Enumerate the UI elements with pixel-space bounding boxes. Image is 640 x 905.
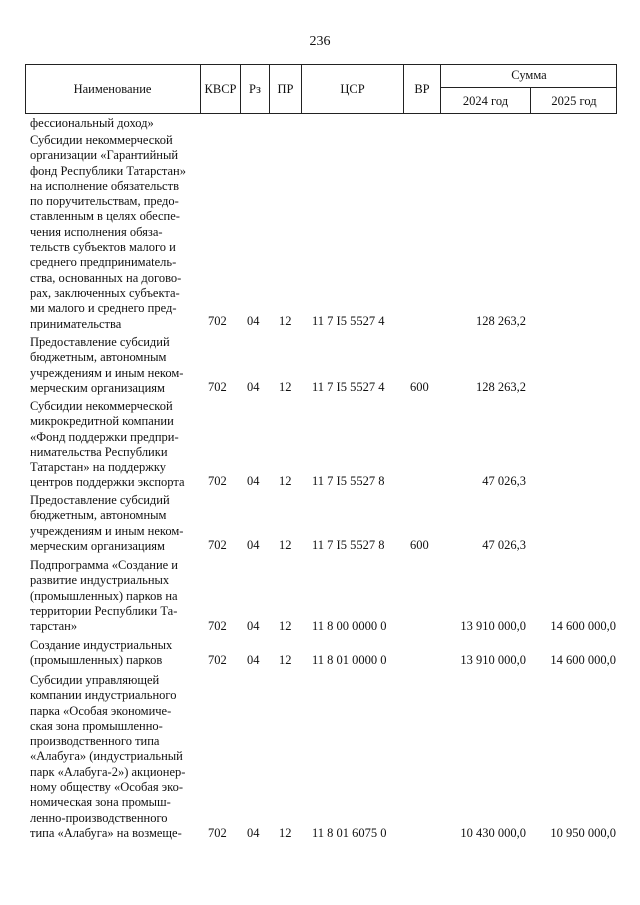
cell-rz: 04 (247, 538, 260, 552)
cell-sum-2024: 47 026,3 (482, 474, 526, 488)
cell-csr: 11 8 01 0000 0 (312, 653, 387, 667)
table-row (25, 638, 625, 668)
cell-csr: 11 8 01 6075 0 (312, 826, 387, 840)
cell-kvsr: 702 (208, 380, 227, 394)
table-row (25, 399, 625, 489)
header-csr: ЦСР (301, 64, 403, 114)
cell-sum-2025: 10 950 000,0 (550, 826, 616, 840)
row-name: Предоставление субсидий бюджетным, автономным учреждениям и иным неком- мерческим организациям (30, 335, 184, 395)
cell-csr: 11 7 I5 5527 8 (312, 538, 385, 552)
header-sum: Сумма (440, 64, 617, 87)
table-row (25, 493, 625, 553)
row-name: Предоставление субсидий бюджетным, автономным учреждениям и иным неком- мерческим организациям (30, 493, 184, 553)
cell-rz: 04 (247, 826, 260, 840)
cell-kvsr: 702 (208, 653, 227, 667)
cell-sum-2025: 14 600 000,0 (550, 653, 616, 667)
cell-sum-2024: 13 910 000,0 (460, 653, 526, 667)
cell-sum-2024: 13 910 000,0 (460, 619, 526, 633)
table-row (25, 133, 625, 329)
cell-csr: 11 8 00 0000 0 (312, 619, 387, 633)
cell-kvsr: 702 (208, 538, 227, 552)
cell-pr: 12 (279, 538, 292, 552)
cell-vr: 600 (410, 538, 429, 552)
row-name: фессиональный доход» (30, 116, 154, 130)
cell-sum-2024: 10 430 000,0 (460, 826, 526, 840)
header-vr: ВР (403, 64, 440, 114)
header-year-2025: 2025 год (530, 87, 617, 114)
cell-vr: 600 (410, 380, 429, 394)
cell-sum-2025: 14 600 000,0 (550, 619, 616, 633)
cell-rz: 04 (247, 619, 260, 633)
cell-kvsr: 702 (208, 619, 227, 633)
cell-sum-2024: 47 026,3 (482, 538, 526, 552)
table-row (25, 335, 625, 395)
cell-rz: 04 (247, 314, 260, 328)
cell-sum-2024: 128 263,2 (476, 380, 526, 394)
header-rz: Рз (240, 64, 269, 114)
cell-rz: 04 (247, 653, 260, 667)
row-name: Создание индустриальных (промышленных) парков (30, 638, 173, 668)
row-name: Субсидии некоммерческой организации «Гарантийный фонд Республики Татарстан» на исполнение обязательств по поручительствам, предо- ставленным в целях обеспе- чения исполнения обяза- тельств субъектов малого и среднего предпринимatель- ства, основанных на догово- рах, заключенных субъекта- ми малого и среднего пред- принимательства (30, 133, 186, 331)
cell-pr: 12 (279, 380, 292, 394)
table-row (25, 673, 625, 841)
header-name: Наименование (73, 81, 152, 96)
cell-kvsr: 702 (208, 314, 227, 328)
row-name: Субсидии управляющей компании индустриального парка «Особая экономиче- ская зона промышленно- производственного типа «Алабуга» (индустриальный парк «Алабуга-2») акционер- ному обществу «Особая эко- номическая зона промыш- ленно-производственного типа «Алабуга» на возмеще- (30, 673, 186, 840)
header-year-2024: 2024 год (440, 87, 530, 114)
cell-pr: 12 (279, 314, 292, 328)
row-name: Подпрограмма «Создание и развитие индустриальных (промышленных) парков на территории Республики Та- тарстан» (30, 558, 178, 634)
cell-kvsr: 702 (208, 474, 227, 488)
header-pr: ПР (269, 64, 301, 114)
cell-csr: 11 7 I5 5527 8 (312, 474, 385, 488)
cell-rz: 04 (247, 474, 260, 488)
table-header (25, 64, 617, 114)
table-row (25, 558, 625, 634)
table-row (25, 116, 625, 131)
row-name: Субсидии некоммерческой микрокредитной компании «Фонд поддержки предпри- нимательства Республики Татарстан» на поддержку центров поддержки экспорта (30, 399, 185, 490)
cell-kvsr: 702 (208, 826, 227, 840)
cell-pr: 12 (279, 619, 292, 633)
cell-csr: 11 7 I5 5527 4 (312, 314, 385, 328)
cell-pr: 12 (279, 474, 292, 488)
cell-rz: 04 (247, 380, 260, 394)
cell-sum-2024: 128 263,2 (476, 314, 526, 328)
page-number: 236 (309, 34, 331, 49)
header-kvsr: КВСР (200, 64, 240, 114)
cell-pr: 12 (279, 653, 292, 667)
cell-csr: 11 7 I5 5527 4 (312, 380, 385, 394)
cell-pr: 12 (279, 826, 292, 840)
